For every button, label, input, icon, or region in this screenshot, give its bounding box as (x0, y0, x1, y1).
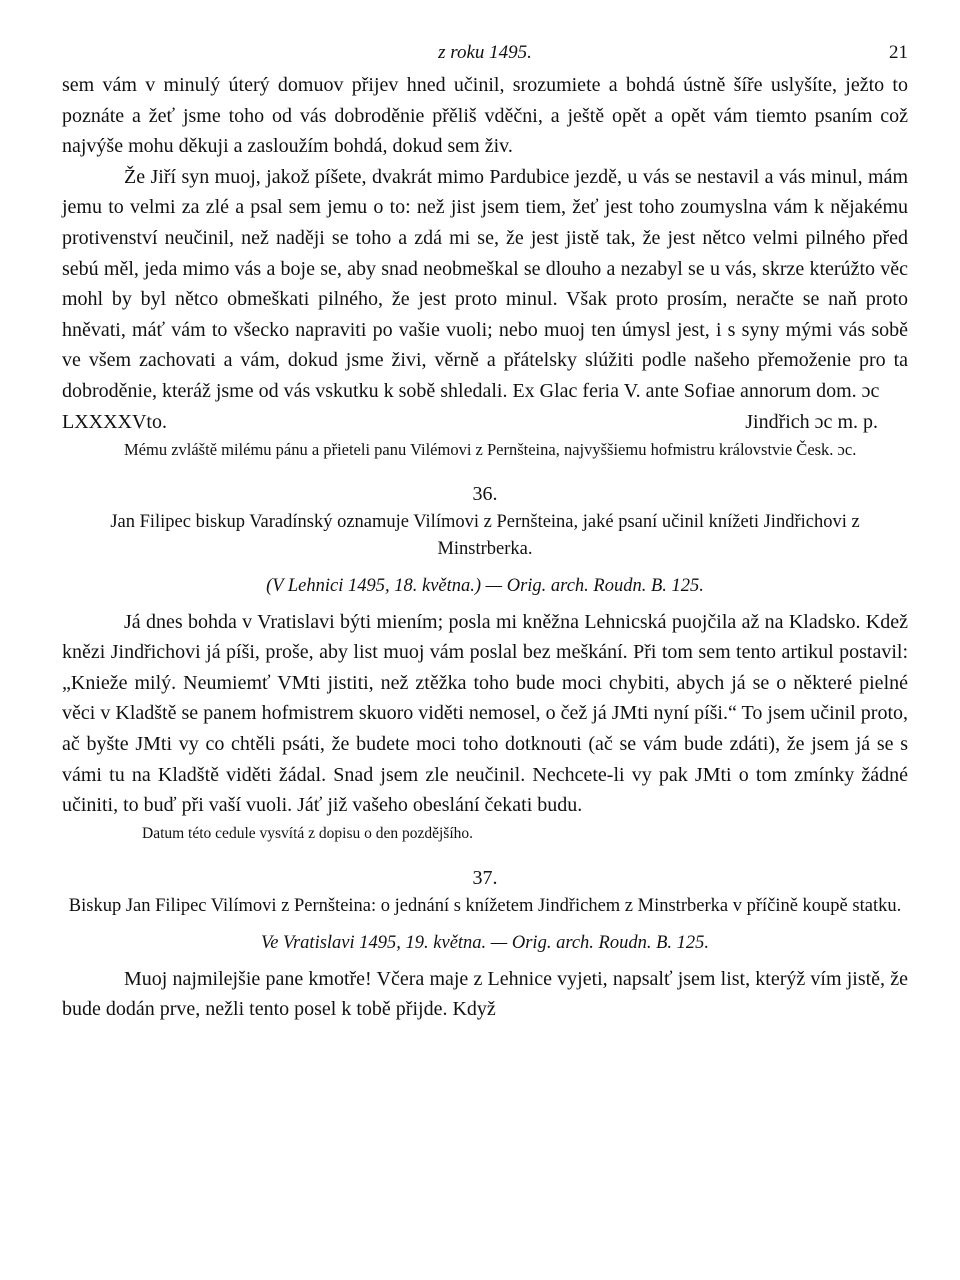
letter-date-end: LXXXXVto. (62, 410, 167, 433)
letter-address: Mému zvláště milému pánu a přieteli panu Vilémovi z Pernšteina, najvyššiemu hofmistru královstvie Česk. ɔc. (124, 439, 857, 459)
letter-paragraph: Že Jiří syn muoj, jakož píšete, dvakrát mimo Pardubice jezdě, u vás se nestavil a vás minul, mám jemu to velmi za zlé a psal sem jemu o to: než jist jsem tiem, žeť jest toho zoumyslna vám k nějakému protivenství neučinil, než naději se toho a zdá mi se, že jest jistě tak, že jest nětco velmi pilného před sebú měl, jeda mimo vás a boje se, aby snad neobmeškal se dlouho a nezabyl se u vás, skrze kterúžto věc mohl by byl nětco obmeškati pilného, že jest proto minul. Však proto prosím, neračte se naň proto hněvati, máť vám to všecko napraviti po vašie vuoli; nebo muoj ten úmysl jest, i s syny mými vás sobě ve všem zachovati a vám, dokud jsme živi, věrně a přátelsky slúžiti podle našeho přemoženie pro ta dobroděnie, kteráž jsme od vás vskutku k sobě shledali. Ex Glac feria V. ante Sofiae annorum dom. ɔc (62, 165, 908, 402)
document-summary: Jan Filipec biskup Varadínský oznamuje Vilímovi z Pernšteina, jaké psaní učinil knížeti Jindřichovi z Minstrberka. (110, 511, 860, 559)
document-number: 37. (472, 866, 498, 889)
letter-signature: Jindřich ɔc m. p. (745, 410, 878, 433)
document-source: (V Lehnici 1495, 18. května.) — Orig. arch. Roudn. B. 125. (266, 575, 704, 596)
letter-paragraph: sem vám v minulý úterý domuov přijev hned učinil, srozumiete a bohdá ústně šíře uslyšíte, ježto to poznáte a žeť jsme toho od vás dobroděnie přěliš vděčni, a ještě opět a opět vám tiemto psaním což najvýše mohu děkuji a zasloužím bohdá, dokud sem živ. (62, 74, 908, 158)
document-summary: Biskup Jan Filipec Vilímovi z Pernšteina: o jednání s knížetem Jindřichem z Minstrberka v příčině koupě statku. (68, 895, 902, 916)
book-page (62, 36, 908, 1025)
letter-35-continued (62, 70, 908, 463)
running-head: z roku 1495. (438, 42, 532, 63)
letter-signoff (62, 407, 908, 437)
document-text: Já dnes bohda v Vratislavi býti miením; posla mi kněžna Lehnicská puojčila až na Kladsko. Kdež knězi Jindřichovi já píši, proše, aby list muoj vám poslal bez meškání. Při tom sem tento artikul postavil: „Knieže milý. Neumiemť VMti jistiti, než ztěžka toho bude moci chybiti, abych já se o některé pielné věci v Kladště se panem hofmistrem skuoro viděti nemosel, o čež já JMti nyní píši.“ To jsem učinil proto, ač byšte JMti vy co chtěli psáti, že budete moci toho dotknouti (ač se vám bude zdáti), že jsem já se s vámi tu na Kladště viděti žádal. Snad jsem zle neučinil. Nechcete-li vy pak JMti o tom zmínky žádné učiniti, to buď při vaší vuoli. Jáť již vašeho obeslání čekati budu. (62, 610, 908, 817)
document-number: 36. (472, 482, 498, 505)
page-header (62, 36, 908, 70)
document-text: Muoj najmilejšie pane kmotře! Včera maje z Lehnice vyjeti, napsalť jsem list, kterýž vím jistě, že bude dodán prve, nežli tento posel k tobě přijde. Když (62, 967, 908, 1021)
document-source: Ve Vratislavi 1495, 19. května. — Orig. arch. Roudn. B. 125. (260, 932, 710, 953)
document-note: Datum této cedule vysvítá z dopisu o den pozdějšího. (142, 824, 474, 842)
document-37 (62, 863, 908, 1025)
document-36 (62, 479, 908, 847)
page-number: 21 (889, 42, 908, 63)
